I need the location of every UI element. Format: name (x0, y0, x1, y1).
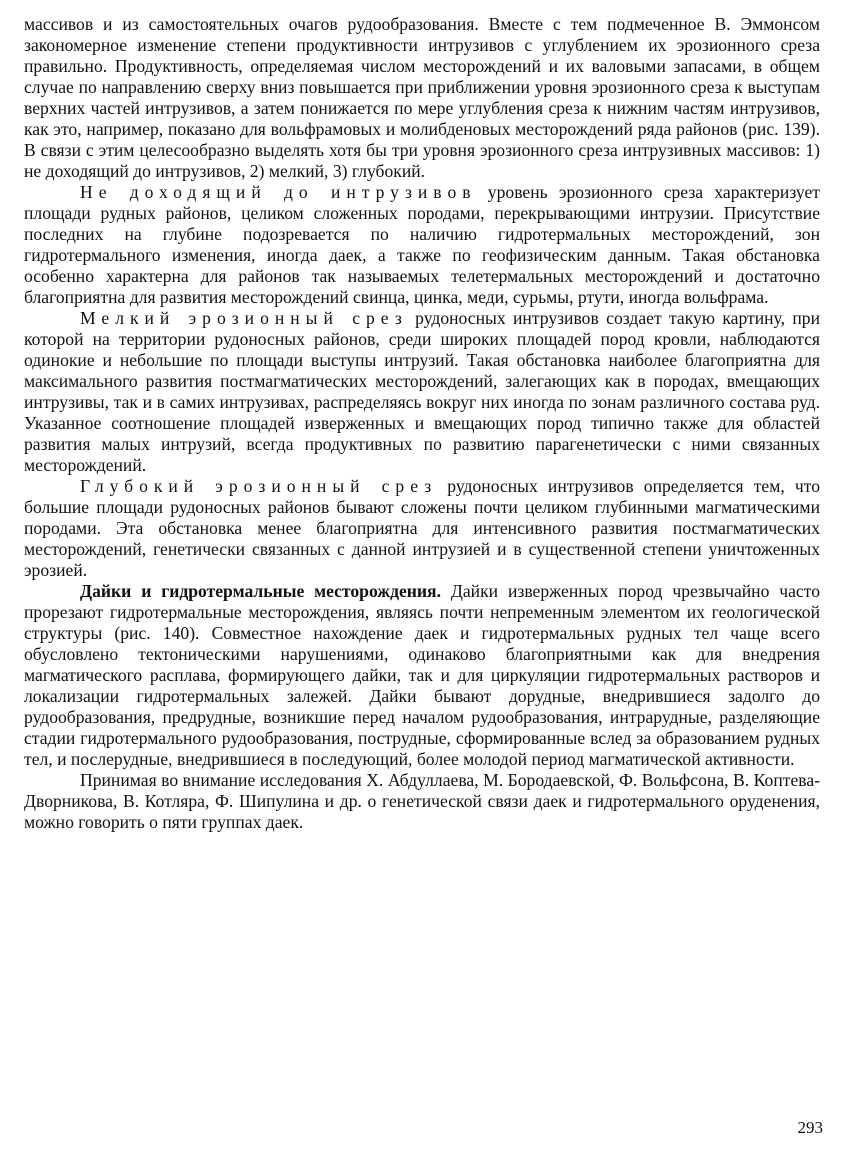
spaced-term: Глубокий эрозионный срез (80, 476, 438, 496)
section-heading: Дайки и гидротермальные месторождения. (80, 581, 441, 601)
spaced-term: Не доходящий до интрузивов (80, 182, 477, 202)
paragraph-shallow-cut (24, 308, 820, 476)
page-number: 293 (797, 1118, 823, 1137)
paragraph-body: уровень эрозионного среза характеризует площади рудных районов, целиком сложенных породами, перекрывающими интрузии. Присутствие последних на глубине подозревается по наличию гидротермальных месторождений, зон гидротермального изменения, иногда даек, а также по геофизическим данным. Такая обстановка особенно характерна для районов так называемых телетермальных месторождений и достаточно благоприятна для развития месторождений свинца, цинка, меди, сурьмы, ртути, иногда вольфрама. (24, 182, 820, 307)
paragraph-shallow-above (24, 182, 820, 308)
paragraph-groups (24, 770, 820, 833)
paragraph-body: рудоносных интрузивов создает такую картину, при которой на территории рудоносных районов, среди широких площадей пород кровли, наблюдаются одинокие и небольшие по площади выступы интрузий. Такая обстановка наиболее благоприятна для максимального развития постмагматических месторождений, залегающих как в породах, вмещающих интрузивы, так и в самих интрузивах, распределяясь вокруг них иногда по зонам различного состава руд. Указанное соотношение площадей изверженных и вмещающих пород типично также для областей развития малых интрузий, всегда продуктивных по развитию парагенетически с ними связанных месторождений. (24, 308, 820, 475)
paragraph-body: Дайки изверженных пород чрезвычайно часто прорезают гидротермальные месторождения, являясь почти непременным элементом их геологической структуры (рис. 140). Совместное нахождение даек и гидротермальных рудных тел чаще всего обусловлено тектоническими нарушениями, одинаково благоприятными как для внедрения магматического расплава, формирующего дайки, так и для циркуляции гидротермальных растворов и локализации гидротермальных залежей. Дайки бывают дорудные, внедрившиеся задолго до рудообразования, предрудные, возникшие перед началом рудообразования, интрарудные, разделяющие стадии гидротермального рудообразования, пострудные, сформированные вслед за образованием рудных тел, и послерудные, внедрившиеся в последующий, более молодой период магматической активности. (24, 581, 820, 769)
paragraph-body: рудоносных интрузивов определяется тем, что большие площади рудоносных районов бывают сложены почти целиком глубинными магматическими породами. Эта обстановка менее благоприятна для интенсивного развития постмагматических месторождений, генетически связанных с данной интрузией и в существенной степени уничтоженных эрозией. (24, 476, 821, 580)
paragraph-dikes (24, 581, 820, 770)
paragraph-deep-cut (24, 476, 820, 581)
paragraph-body: Принимая во внимание исследования Х. Абдуллаева, М. Бородаевской, Ф. Вольфсона, В. Коптева-Дворникова, В. Котляра, Ф. Шипулина и др. о генетической связи даек и гидротермального оруденения, можно говорить о пяти группах даек. (24, 770, 820, 832)
body-text (24, 14, 820, 833)
spaced-term: Мелкий эрозионный срез (80, 308, 408, 328)
paragraph-continuation (24, 14, 820, 182)
paragraph-body: массивов и из самостоятельных очагов рудообразования. Вместе с тем подмеченное В. Эммонсом закономерное изменение степени продуктивности интрузивов с углублением их эрозионного среза правильно. Продуктивность, определяемая числом месторождений и их валовыми запасами, в общем случае по направлению сверху вниз повышается при приближении уровня эрозионного среза к выступам верхних частей интрузивов, а затем понижается по мере углубления среза к нижним частям интрузивов, как это, например, показано для вольфрамовых и молибденовых месторождений ряда районов (рис. 139). В связи с этим целесообразно выделять хотя бы три уровня эрозионного среза интрузивных массивов: 1) не доходящий до интрузивов, 2) мелкий, 3) глубокий. (24, 14, 820, 181)
